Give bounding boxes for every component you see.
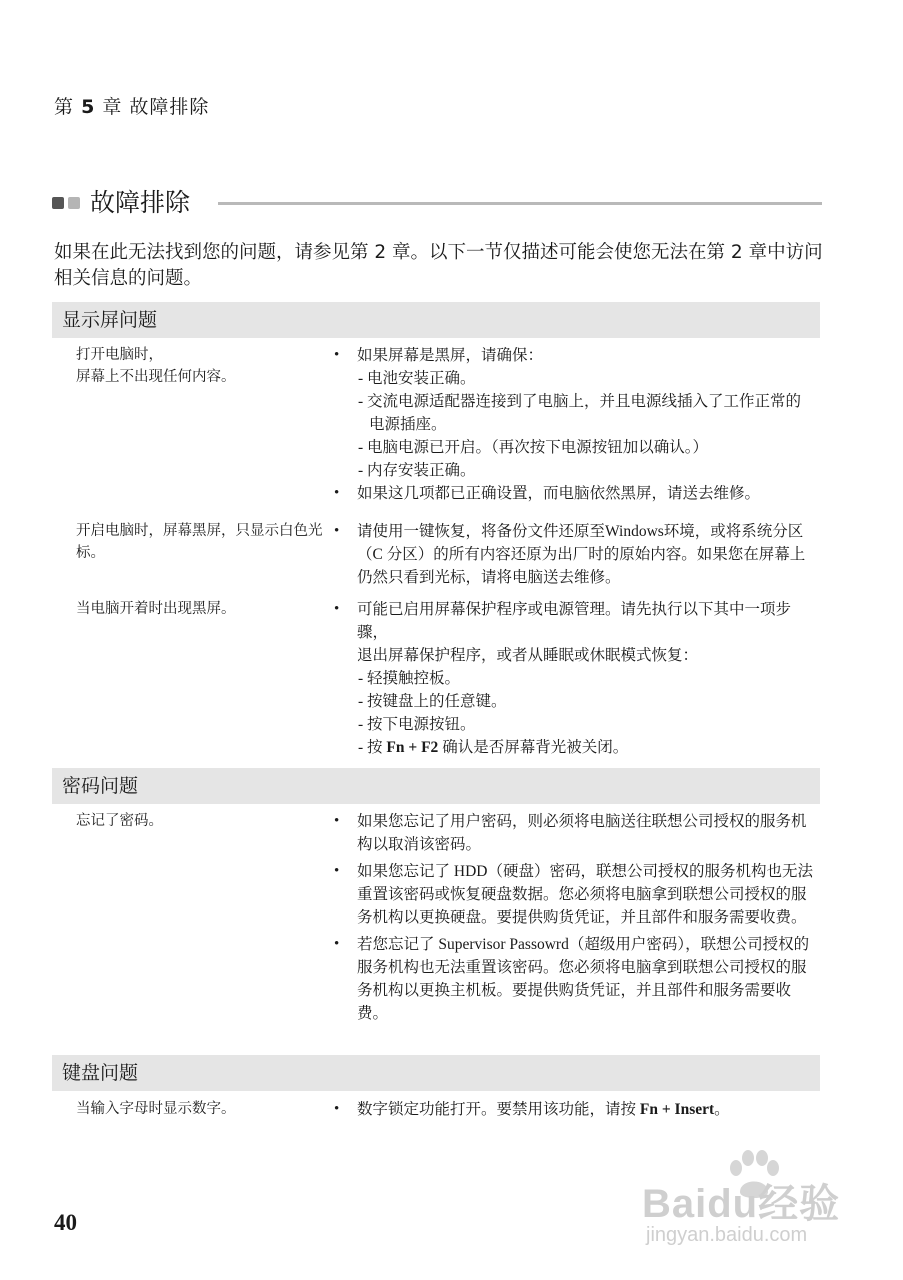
bullet-item: • 如果屏幕是黑屏，请确保：: [332, 344, 814, 367]
chapter-title: 章 故障排除: [102, 96, 210, 118]
light-square-icon: [68, 197, 80, 209]
chapter-number: 5: [81, 96, 96, 118]
watermark-url: jingyan.baidu.com: [646, 1224, 808, 1246]
bullet-item: • 如果您忘记了 HDD（硬盘）密码，联想公司授权的服务机构也无法重置该密码或恢复硬盘数据。您必须将电脑拿到联想公司授权的服务机构以更换硬盘。要提供购货凭证，并且部件和服务需要收费。: [332, 860, 814, 929]
solution: [332, 810, 814, 1025]
dash-item: - 交流电源适配器连接到了电脑上，并且电源线插入了工作正常的电源插座。: [358, 393, 802, 433]
bullet-item: [332, 1098, 814, 1121]
chapter-header: [54, 92, 209, 119]
bullet-item: • 如果您忘记了用户密码，则必须将电脑送往联想公司授权的服务机构以取消该密码。: [332, 810, 814, 856]
plain-line: 退出屏幕保护程序，或者从睡眠或休眠模式恢复：: [357, 647, 699, 664]
problem-text: 当输入字母时显示数字。: [76, 1101, 236, 1117]
section-rule: [218, 202, 822, 205]
dash-item: - 电脑电源已开启。（再次按下电源按钮加以确认。）: [358, 439, 709, 456]
section-heading: [52, 186, 822, 220]
bullet-item: • 若您忘记了 Supervisor Passowrd（超级用户密码），联想公司授权的服务机构也无法重置该密码。您必须将电脑拿到联想公司授权的服务机构以更换主机板。要提供购货凭证，并且部件和服务需要收费。: [332, 933, 814, 1025]
dash-item: - 内存安装正确。: [358, 462, 476, 479]
bullet-item: • 可能已启用屏幕保护程序或电源管理。请先执行以下其中一项步骤，: [332, 598, 814, 644]
problem-text: [76, 344, 326, 388]
problem-text: 当电脑开着时出现黑屏。: [76, 601, 236, 617]
bullet-item: • 如果这几项都已正确设置，而电脑依然黑屏，请送去维修。: [332, 482, 814, 505]
problem-line: 屏幕上不出现任何内容。: [76, 369, 236, 385]
watermark-logo: Baidu经验: [642, 1182, 841, 1226]
key-combo: Fn + Insert: [639, 1101, 715, 1118]
bullet-text: 数字锁定功能打开。要禁用该功能，请按: [357, 1101, 640, 1118]
dash-text: 确认是否屏幕背光被关闭。: [438, 739, 629, 756]
chapter-prefix: 第: [54, 96, 75, 118]
solution: [332, 1098, 814, 1121]
solution: [332, 598, 814, 759]
problem-text: 开启电脑时，屏幕黑屏，只显示白色光标。: [76, 523, 323, 561]
problem-line: 打开电脑时，: [76, 347, 163, 363]
intro-paragraph: 如果在此无法找到您的问题，请参见第 2 章。以下一节仅描述可能会使您无法在第 2 章中访问相关信息的问题。: [54, 242, 823, 289]
page-number: 40: [54, 1210, 77, 1235]
category-password-header: 密码问题: [52, 768, 820, 804]
section-title: 故障排除: [90, 188, 191, 217]
solution: [332, 520, 814, 589]
bullet-item: • 请使用一键恢复，将备份文件还原至Windows环境，或将系统分区（C 分区）的所有内容还原为出厂时的原始内容。如果您在屏幕上仍然只看到光标，请将电脑送去维修。: [332, 520, 814, 589]
problem-text: 忘记了密码。: [76, 813, 163, 829]
dash-text: - 按: [358, 739, 387, 756]
dark-square-icon: [52, 197, 64, 209]
watermark: [642, 1148, 852, 1268]
solution: [332, 344, 814, 505]
dash-item: - 轻摸触控板。: [358, 670, 461, 687]
dash-item: [332, 736, 814, 759]
dash-item: - 按键盘上的任意键。: [358, 693, 507, 710]
dash-item: - 电池安装正确。: [358, 370, 476, 387]
category-display-header: 显示屏问题: [52, 302, 820, 338]
dash-item: - 按下电源按钮。: [358, 716, 476, 733]
bullet-text: 。: [714, 1101, 730, 1118]
key-combo: Fn + F2: [386, 739, 439, 756]
category-keyboard-header: 键盘问题: [52, 1055, 820, 1091]
